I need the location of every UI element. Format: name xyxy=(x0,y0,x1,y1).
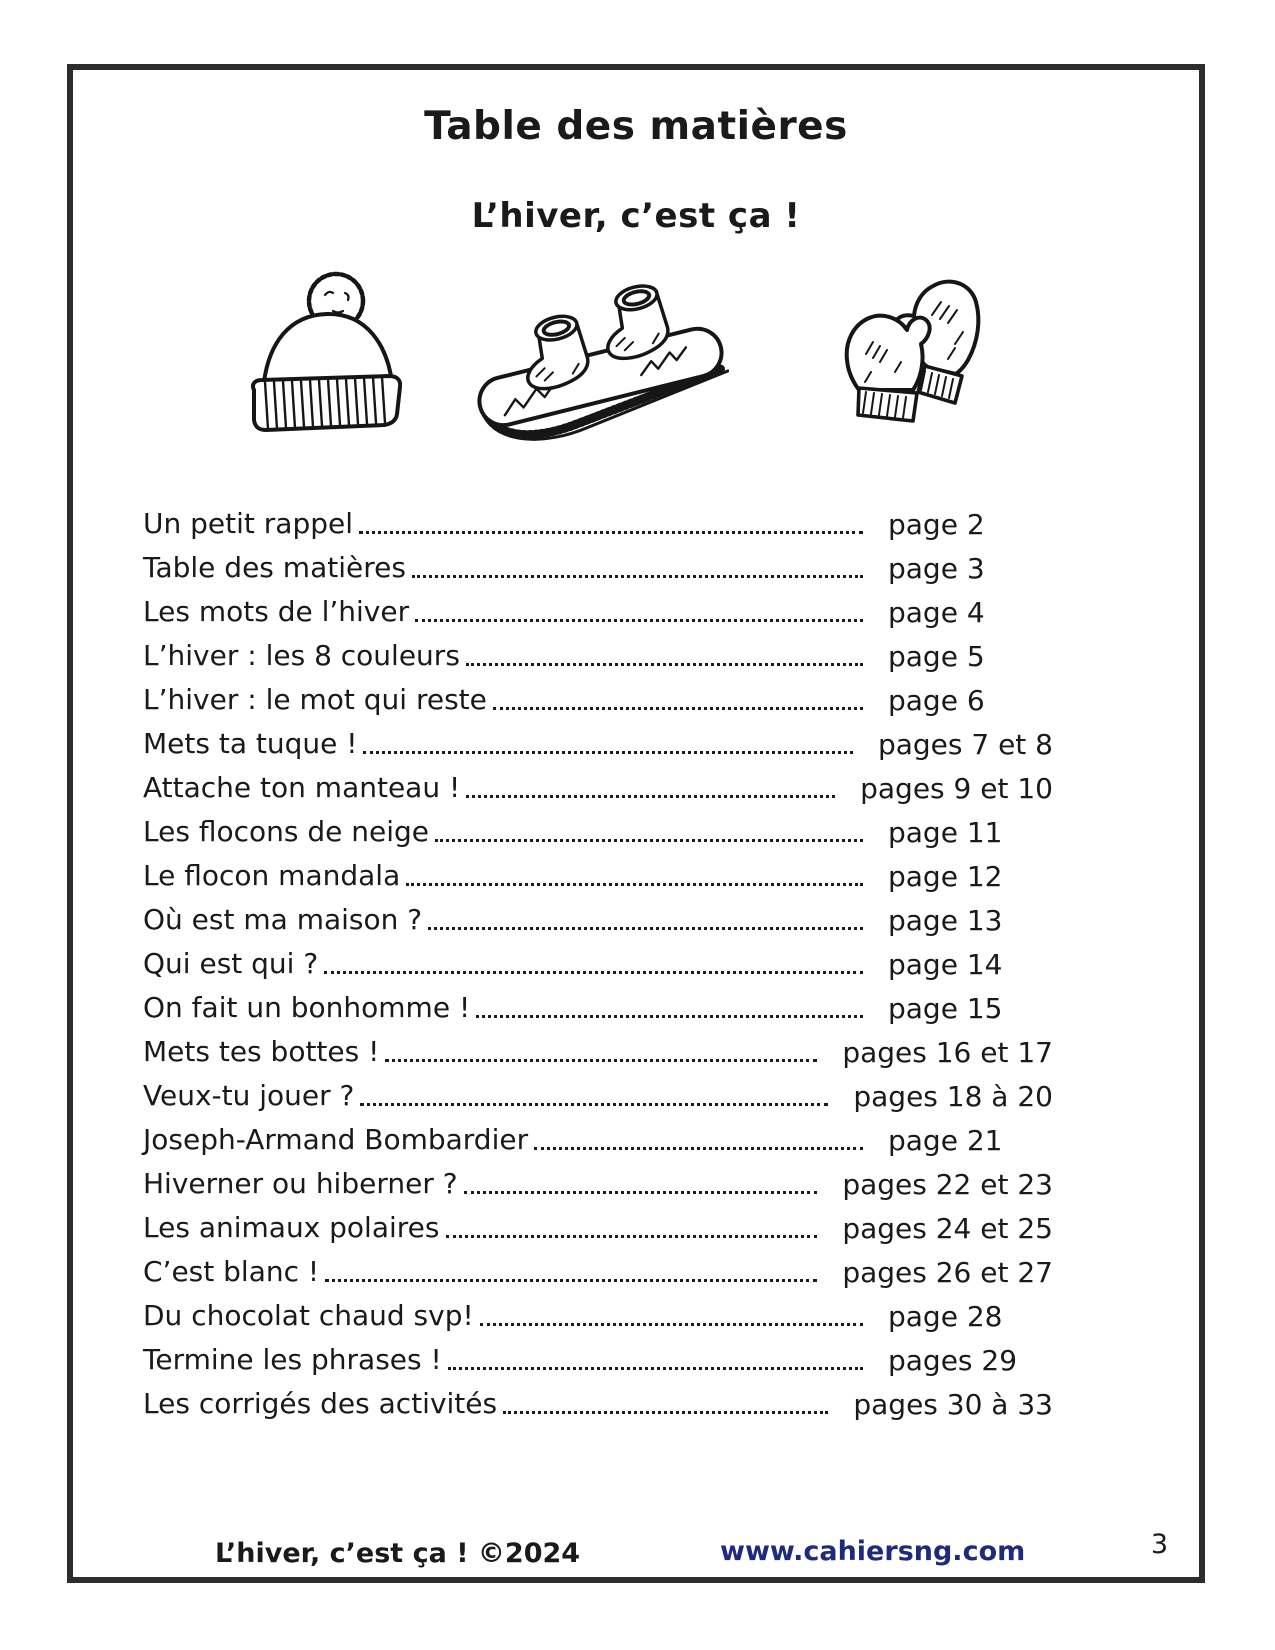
toc-entry-label: Où est ma maison ? xyxy=(143,903,423,937)
toc-entry xyxy=(143,590,1053,634)
toc-entry-page: pages 30 à 33 xyxy=(853,1387,1053,1421)
toc-entry xyxy=(143,1206,1053,1250)
toc-entry xyxy=(143,942,1053,986)
dot-leader xyxy=(360,1103,828,1106)
dot-leader xyxy=(363,751,852,754)
toc-entry xyxy=(143,1118,1053,1162)
dot-leader xyxy=(534,1147,863,1150)
dot-leader xyxy=(446,1235,818,1238)
dot-leader xyxy=(466,663,863,666)
dot-leader xyxy=(412,575,863,578)
toc-entry-page: pages 22 et 23 xyxy=(842,1167,1053,1201)
toc-entry-page: page 11 xyxy=(888,815,1003,849)
toc-entry xyxy=(143,722,1053,766)
page-subtitle: L’hiver, c’est ça ! xyxy=(471,196,801,236)
toc-entry-label: Mets tes bottes ! xyxy=(143,1035,380,1069)
toc-entry xyxy=(143,766,1053,810)
dot-leader xyxy=(493,707,863,710)
dot-leader xyxy=(435,839,863,842)
toc-entry-label: Joseph-Armand Bombardier xyxy=(143,1123,529,1157)
toc-entry xyxy=(143,810,1053,854)
toc-entry-label: L’hiver : le mot qui reste xyxy=(143,683,487,717)
toc-entry-page: page 13 xyxy=(888,903,1003,937)
toc-entry xyxy=(143,634,1053,678)
toc-entry-label: Hiverner ou hiberner ? xyxy=(143,1167,458,1201)
toc-entry-page: pages 24 et 25 xyxy=(842,1211,1053,1245)
dot-leader xyxy=(448,1367,863,1370)
toc-entry xyxy=(143,678,1053,722)
toc-entry-page: page 12 xyxy=(888,859,1003,893)
toc-entry-label: Les flocons de neige xyxy=(143,815,430,849)
toc-entry-label: Table des matières xyxy=(143,551,406,585)
toc-entry-page: page 3 xyxy=(888,551,985,585)
toc-entry-label: Les mots de l’hiver xyxy=(143,595,410,629)
dot-leader xyxy=(464,1191,818,1194)
toc-entry-page: page 21 xyxy=(888,1123,1003,1157)
toc-entry-label: Un petit rappel xyxy=(143,507,353,541)
toc-entry-page: pages 26 et 27 xyxy=(842,1255,1053,1289)
toc-entry xyxy=(143,1074,1053,1118)
toc-entry-label: Les corrigés des activités xyxy=(143,1387,498,1421)
toc-entry xyxy=(143,986,1053,1030)
toc-entry-label: Le flocon mandala xyxy=(143,859,401,893)
toc-entry xyxy=(143,1382,1053,1426)
toc-entry xyxy=(143,1162,1053,1206)
toc-entry-page: pages 16 et 17 xyxy=(842,1035,1053,1069)
toc-entry-label: Mets ta tuque ! xyxy=(143,727,358,761)
dot-leader xyxy=(359,531,863,534)
footer-copyright: L’hiver, c’est ça ! ©2024 xyxy=(215,1538,581,1569)
toc-entry-page: pages 29 xyxy=(888,1343,1018,1377)
toc-entry xyxy=(143,1030,1053,1074)
dot-leader xyxy=(466,795,835,798)
toc-entry xyxy=(143,1338,1053,1382)
toc-entry xyxy=(143,898,1053,942)
toc-entry xyxy=(143,546,1053,590)
toc-entry-page: page 2 xyxy=(888,507,985,541)
toc-entry xyxy=(143,854,1053,898)
toc-entry-label: Qui est qui ? xyxy=(143,947,319,981)
dot-leader xyxy=(503,1411,828,1414)
toc-entry-page: page 14 xyxy=(888,947,1003,981)
dot-leader xyxy=(428,927,863,930)
toc-entry-page: page 4 xyxy=(888,595,985,629)
toc-entry-label: On fait un bonhomme ! xyxy=(143,991,471,1025)
dot-leader xyxy=(324,971,863,974)
toc-entry-label: L’hiver : les 8 couleurs xyxy=(143,639,460,673)
table-of-contents xyxy=(143,502,1053,1426)
dot-leader xyxy=(385,1059,817,1062)
toc-entry-label: Du chocolat chaud svp! xyxy=(143,1299,474,1333)
winter-hat-icon xyxy=(240,258,402,440)
toc-entry-page: page 6 xyxy=(888,683,985,717)
toc-entry-page: pages 18 à 20 xyxy=(853,1079,1053,1113)
toc-entry-label: C’est blanc ! xyxy=(143,1255,320,1289)
toc-entry xyxy=(143,502,1053,546)
toc-entry-page: page 15 xyxy=(888,991,1003,1025)
page-number: 3 xyxy=(1150,1529,1168,1560)
page-title: Table des matières xyxy=(424,104,848,149)
toc-entry xyxy=(143,1294,1053,1338)
dot-leader xyxy=(476,1015,863,1018)
toc-entry-label: Attache ton manteau ! xyxy=(143,771,461,805)
page-border xyxy=(67,64,1205,1583)
toc-entry-page: pages 7 et 8 xyxy=(877,727,1053,761)
snowboard-icon xyxy=(471,260,729,455)
dot-leader xyxy=(406,883,863,886)
toc-entry-page: pages 9 et 10 xyxy=(860,771,1053,805)
footer-website-link[interactable]: www.cahiersng.com xyxy=(720,1536,1026,1567)
dot-leader xyxy=(480,1323,863,1326)
dot-leader xyxy=(415,619,863,622)
toc-entry-page: page 28 xyxy=(888,1299,1003,1333)
toc-entry-label: Veux-tu jouer ? xyxy=(143,1079,355,1113)
mittens-icon xyxy=(813,250,985,442)
toc-entry xyxy=(143,1250,1053,1294)
toc-entry-label: Termine les phrases ! xyxy=(143,1343,442,1377)
dot-leader xyxy=(325,1279,817,1282)
toc-entry-label: Les animaux polaires xyxy=(143,1211,440,1245)
toc-entry-page: page 5 xyxy=(888,639,985,673)
